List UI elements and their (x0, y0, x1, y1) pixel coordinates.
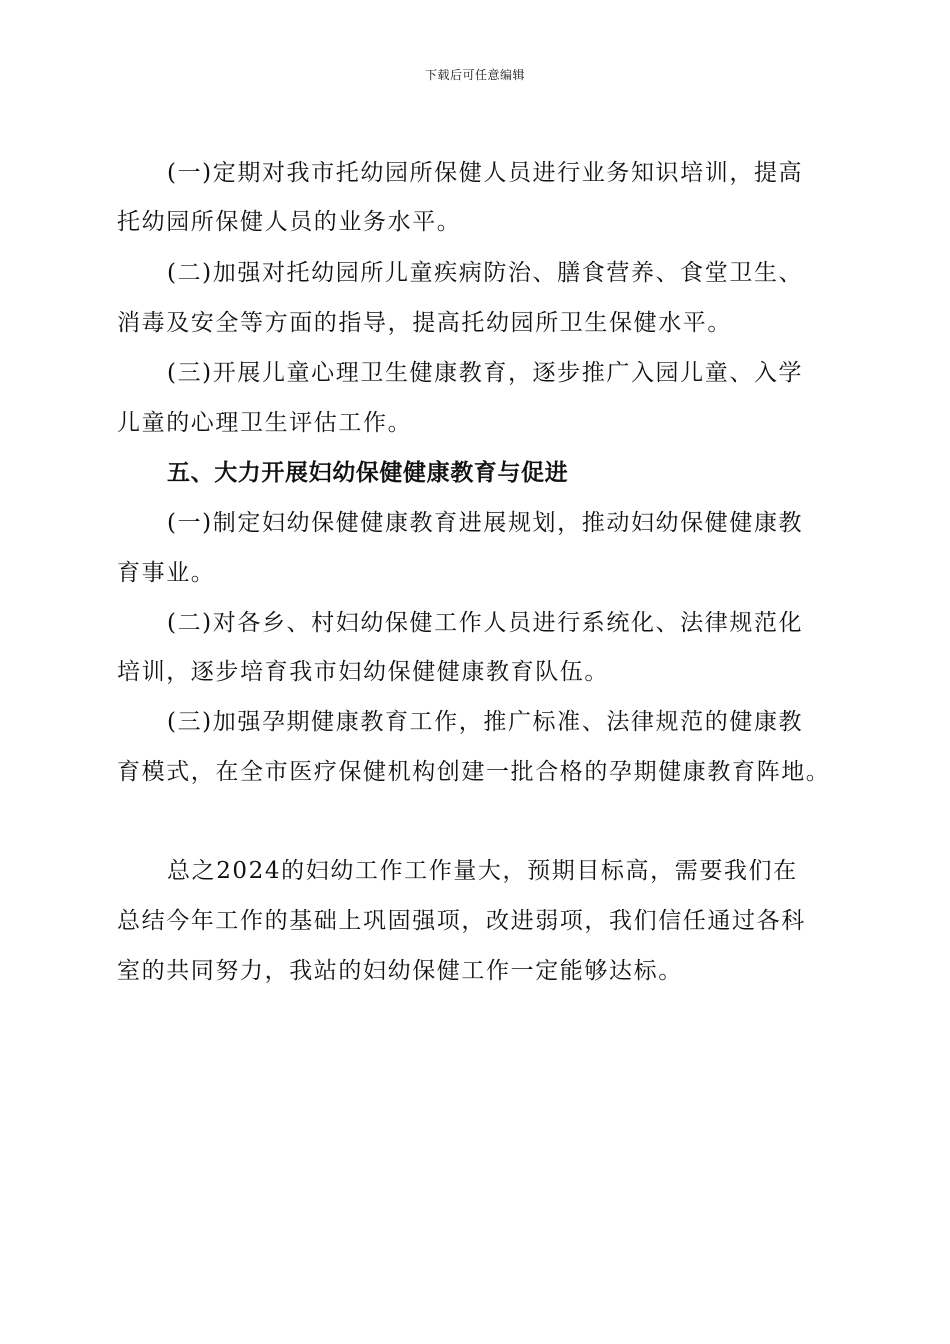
paragraph-line: (二)对各乡、村妇幼保健工作人员进行系统化、法律规范化 (167, 610, 804, 636)
paragraph-line: 培训，逐步培育我市妇幼保健健康教育队伍。 (117, 659, 609, 685)
page-header-note: 下载后可任意编辑 (424, 68, 525, 82)
paragraph-line: 育事业。 (117, 560, 216, 586)
paragraph-line: (二)加强对托幼园所儿童疾病防治、膳食营养、食堂卫生、 (167, 260, 804, 286)
paragraph-line: 室的共同努力，我站的妇幼保健工作一定能够达标。 (117, 958, 683, 984)
paragraph-line: 儿童的心理卫生评估工作。 (117, 410, 413, 436)
paragraph-line: (一)定期对我市托幼园所保健人员进行业务知识培训，提高 (167, 160, 804, 186)
paragraph-line: 消毒及安全等方面的指导，提高托幼园所卫生保健水平。 (117, 310, 732, 336)
paragraph-line: (三)加强孕期健康教育工作，推广标准、法律规范的健康教 (167, 709, 804, 735)
section-heading: 五、大力开展妇幼保健健康教育与促进 (167, 460, 569, 486)
paragraph-line: 总结今年工作的基础上巩固强项，改进弱项，我们信任通过各科 (117, 908, 806, 934)
paragraph-line: 托幼园所保健人员的业务水平。 (117, 209, 462, 235)
paragraph-line: (三)开展儿童心理卫生健康教育，逐步推广入园儿童、入学 (167, 360, 804, 386)
paragraph-line: (一)制定妇幼保健健康教育进展规划，推动妇幼保健健康教 (167, 510, 804, 536)
paragraph-line: 总之2024的妇幼工作工作量大，预期目标高，需要我们在 (167, 858, 798, 884)
paragraph-line: 育模式，在全市医疗保健机构创建一批合格的孕期健康教育阵地。 (117, 759, 831, 785)
